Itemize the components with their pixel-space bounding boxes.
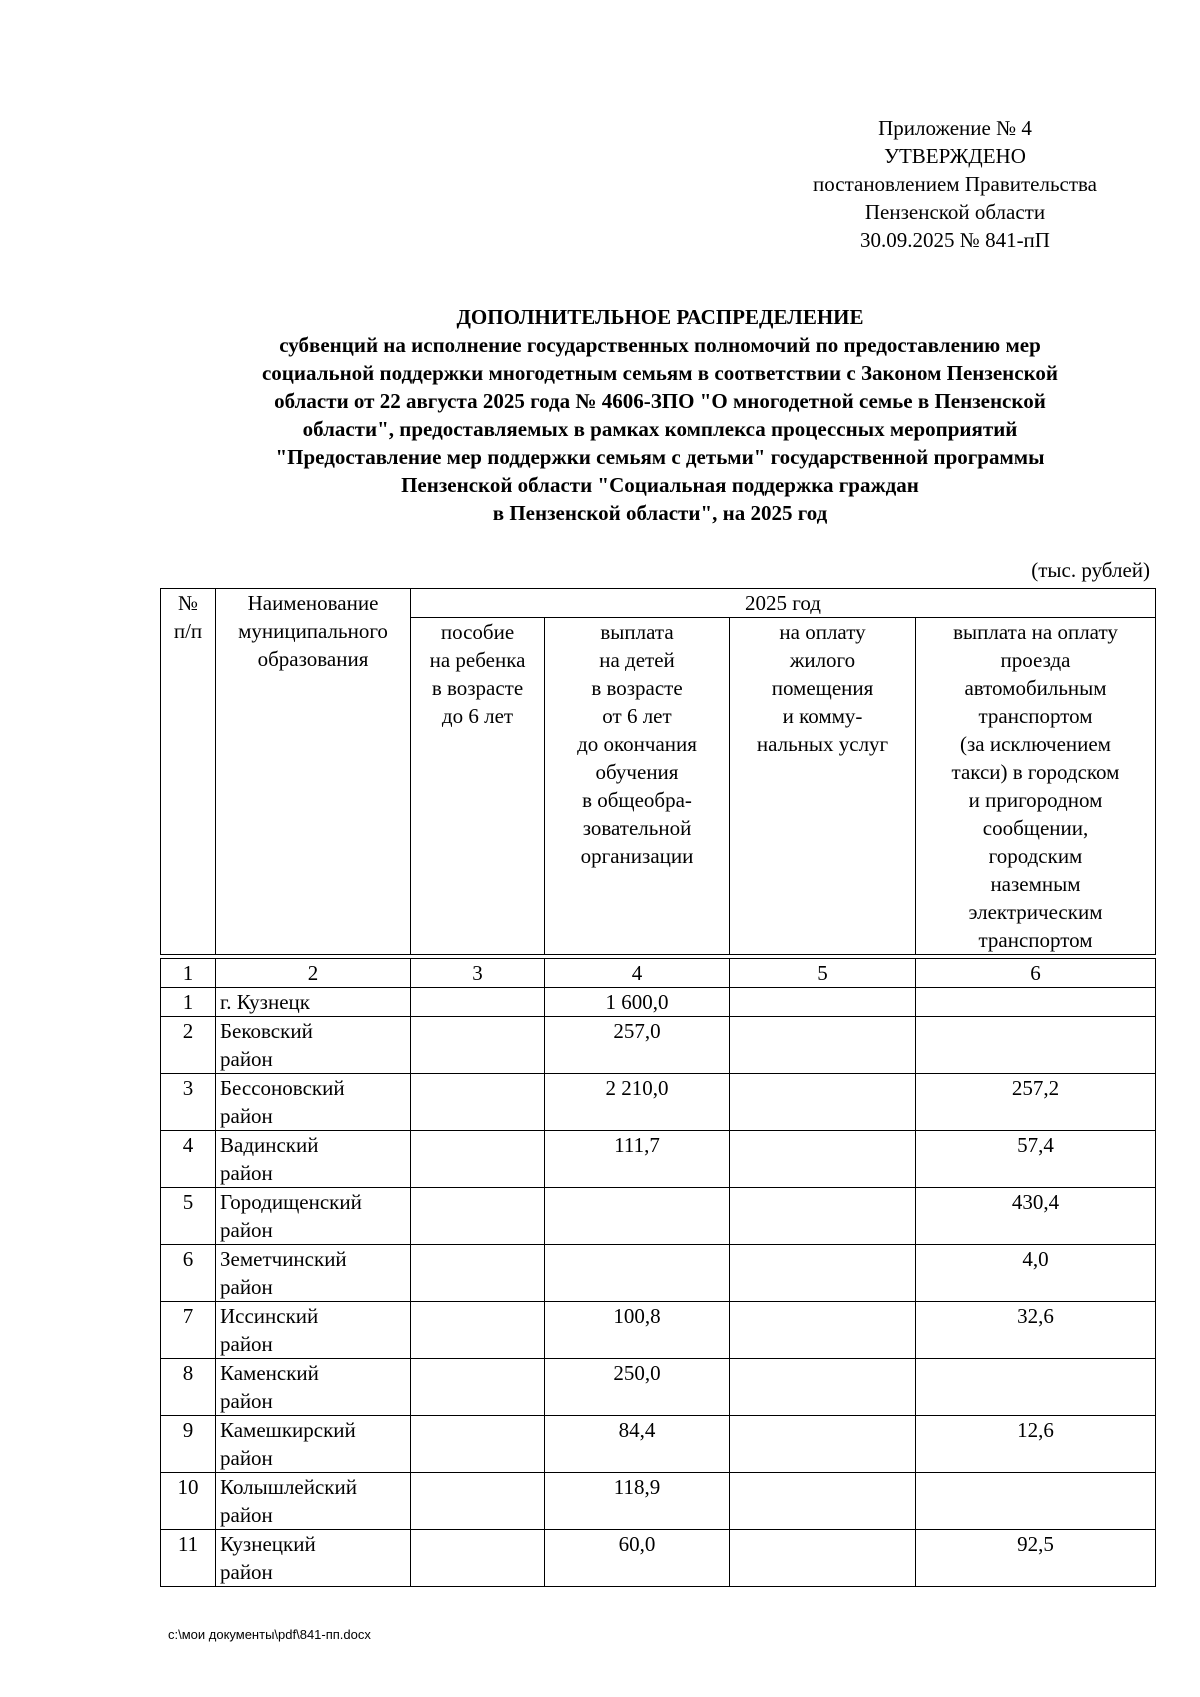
school-payment-value: 100,8 xyxy=(545,1302,730,1359)
child-allowance-value xyxy=(411,1074,545,1131)
column-number: 6 xyxy=(916,959,1156,988)
housing-payment-value xyxy=(730,1017,916,1074)
title-line: в Пензенской области", на 2025 год xyxy=(492,501,828,525)
housing-payment-value xyxy=(730,1302,916,1359)
table-row xyxy=(161,1131,1156,1188)
housing-payment-value xyxy=(730,1359,916,1416)
school-payment-value xyxy=(545,1245,730,1302)
header-municipality: Наименование муниципального образования xyxy=(216,589,411,955)
child-allowance-value xyxy=(411,1416,545,1473)
column-number: 3 xyxy=(411,959,545,988)
transport-payment-value: 12,6 xyxy=(916,1416,1156,1473)
school-payment-value: 60,0 xyxy=(545,1530,730,1587)
child-allowance-value xyxy=(411,988,545,1017)
row-number: 7 xyxy=(161,1302,216,1359)
header-child-allowance: пособие на ребенка в возрасте до 6 лет xyxy=(411,618,545,955)
municipality-name: Бековский район xyxy=(216,1017,411,1074)
municipality-name: Городищенский район xyxy=(216,1188,411,1245)
municipality-name: Земетчинский район xyxy=(216,1245,411,1302)
title-heading: ДОПОЛНИТЕЛЬНОЕ РАСПРЕДЕЛЕНИЕ xyxy=(456,305,864,329)
child-allowance-value xyxy=(411,1302,545,1359)
school-payment-value: 2 210,0 xyxy=(545,1074,730,1131)
municipality-name: г. Кузнецк xyxy=(216,988,411,1017)
table-row xyxy=(161,1074,1156,1131)
housing-payment-value xyxy=(730,988,916,1017)
column-number-row xyxy=(161,959,1156,988)
housing-payment-value xyxy=(730,1074,916,1131)
header-housing-payment: на оплату жилого помещения и комму- нальных услуг xyxy=(730,618,916,955)
municipality-name: Бессоновский район xyxy=(216,1074,411,1131)
header-transport-payment: выплата на оплату проезда автомобильным транспортом (за исключением такси) в городском и пригородном сообщении, городским наземным электрическим транспортом xyxy=(916,618,1156,955)
school-payment-value: 118,9 xyxy=(545,1473,730,1530)
header-num: № п/п xyxy=(161,589,216,955)
municipality-name: Кузнецкий район xyxy=(216,1530,411,1587)
child-allowance-value xyxy=(411,1131,545,1188)
title-line: области от 22 августа 2025 года № 4606-ЗПО "О многодетной семье в Пензенской xyxy=(274,389,1046,413)
table-row xyxy=(161,1302,1156,1359)
table-row xyxy=(161,1473,1156,1530)
table-row xyxy=(161,1017,1156,1074)
school-payment-value: 250,0 xyxy=(545,1359,730,1416)
transport-payment-value xyxy=(916,988,1156,1017)
title-line: социальной поддержки многодетным семьям в соответствии с Законом Пензенской xyxy=(261,361,1058,385)
units-label: (тыс. рублей) xyxy=(1031,558,1150,582)
title-line: субвенций на исполнение государственных полномочий по предоставлению мер xyxy=(279,333,1041,357)
school-payment-value: 111,7 xyxy=(545,1131,730,1188)
school-payment-value: 1 600,0 xyxy=(545,988,730,1017)
approval-line: постановлением Правительства xyxy=(812,172,1097,196)
table-row xyxy=(161,1359,1156,1416)
child-allowance-value xyxy=(411,1017,545,1074)
title-line: области", предоставляемых в рамках комплекса процессных мероприятий xyxy=(302,417,1018,441)
municipality-name: Иссинский район xyxy=(216,1302,411,1359)
housing-payment-value xyxy=(730,1530,916,1587)
row-number: 10 xyxy=(161,1473,216,1530)
row-number: 1 xyxy=(161,988,216,1017)
document-title xyxy=(150,303,1170,527)
school-payment-value: 257,0 xyxy=(545,1017,730,1074)
school-payment-value xyxy=(545,1188,730,1245)
row-number: 5 xyxy=(161,1188,216,1245)
approval-line: Пензенской области xyxy=(864,200,1046,224)
row-number: 8 xyxy=(161,1359,216,1416)
housing-payment-value xyxy=(730,1188,916,1245)
column-number: 4 xyxy=(545,959,730,988)
row-number: 3 xyxy=(161,1074,216,1131)
transport-payment-value xyxy=(916,1473,1156,1530)
row-number: 2 xyxy=(161,1017,216,1074)
housing-payment-value xyxy=(730,1416,916,1473)
table-header xyxy=(160,588,1156,955)
column-number: 1 xyxy=(161,959,216,988)
transport-payment-value xyxy=(916,1359,1156,1416)
municipality-name: Камешкирский район xyxy=(216,1416,411,1473)
table-row xyxy=(161,1188,1156,1245)
row-number: 6 xyxy=(161,1245,216,1302)
child-allowance-value xyxy=(411,1359,545,1416)
column-number: 5 xyxy=(730,959,916,988)
row-number: 11 xyxy=(161,1530,216,1587)
row-number: 4 xyxy=(161,1131,216,1188)
housing-payment-value xyxy=(730,1245,916,1302)
transport-payment-value: 257,2 xyxy=(916,1074,1156,1131)
table-row xyxy=(161,1530,1156,1587)
column-number: 2 xyxy=(216,959,411,988)
municipality-name: Каменский район xyxy=(216,1359,411,1416)
title-line: Пензенской области "Социальная поддержка граждан xyxy=(401,473,919,497)
housing-payment-value xyxy=(730,1131,916,1188)
table-body xyxy=(160,958,1156,1587)
transport-payment-value: 57,4 xyxy=(916,1131,1156,1188)
housing-payment-value xyxy=(730,1473,916,1530)
child-allowance-value xyxy=(411,1530,545,1587)
approval-line: УТВЕРЖДЕНО xyxy=(884,144,1026,168)
transport-payment-value: 32,6 xyxy=(916,1302,1156,1359)
header-school-payment: выплата на детей в возрасте от 6 лет до окончания обучения в общеобра- зовательной организации xyxy=(545,618,730,955)
approval-line: Приложение № 4 xyxy=(878,116,1032,140)
transport-payment-value: 4,0 xyxy=(916,1245,1156,1302)
transport-payment-value xyxy=(916,1017,1156,1074)
table-row xyxy=(161,988,1156,1017)
transport-payment-value: 92,5 xyxy=(916,1530,1156,1587)
approval-line: 30.09.2025 № 841-пП xyxy=(860,228,1050,252)
child-allowance-value xyxy=(411,1473,545,1530)
child-allowance-value xyxy=(411,1245,545,1302)
approval-block xyxy=(760,114,1150,254)
title-line: "Предоставление мер поддержки семьям с детьми" государственной программы xyxy=(275,445,1045,469)
header-year: 2025 год xyxy=(411,589,1156,618)
row-number: 9 xyxy=(161,1416,216,1473)
school-payment-value: 84,4 xyxy=(545,1416,730,1473)
municipality-name: Колышлейский район xyxy=(216,1473,411,1530)
table-row xyxy=(161,1416,1156,1473)
transport-payment-value: 430,4 xyxy=(916,1188,1156,1245)
table-row xyxy=(161,1245,1156,1302)
file-path-footer: c:\мои документы\pdf\841-пп.docx xyxy=(168,1627,371,1642)
municipality-name: Вадинский район xyxy=(216,1131,411,1188)
child-allowance-value xyxy=(411,1188,545,1245)
